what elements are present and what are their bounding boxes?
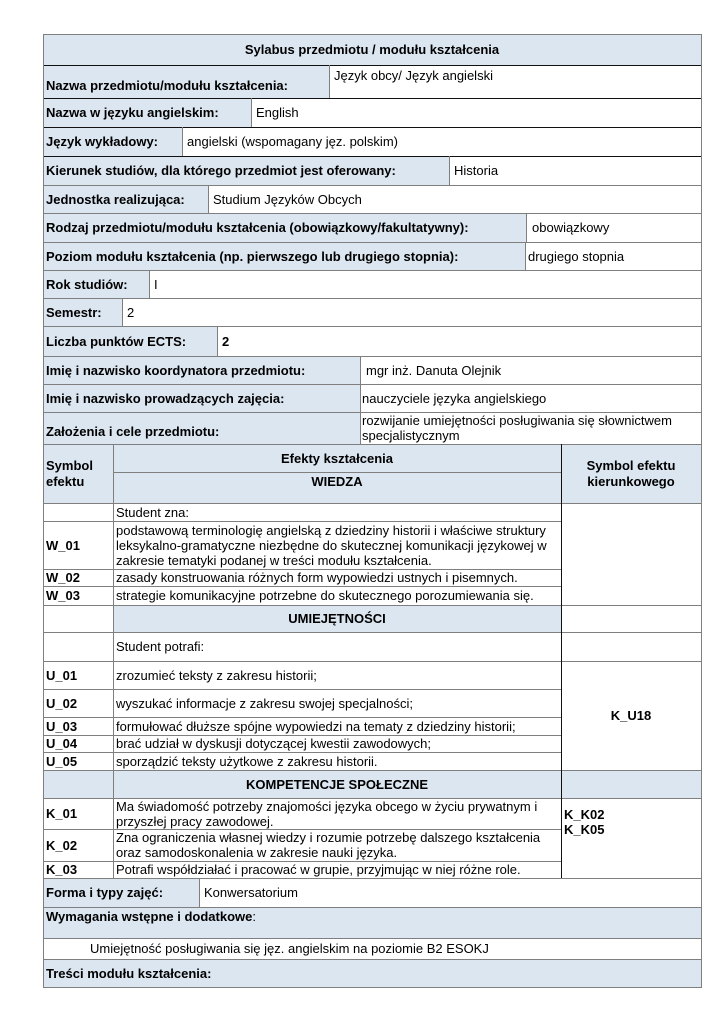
level-value: drugiego stopnia	[528, 248, 625, 264]
rule	[182, 127, 183, 156]
effect-symbol: W_01	[46, 537, 80, 553]
rule	[360, 356, 361, 444]
rule	[217, 326, 218, 356]
effects-symbol-header: Symbol efektu	[43, 444, 113, 503]
rule	[525, 242, 526, 270]
effect-symbol: U_03	[46, 718, 78, 734]
semester-label: Semestr:	[43, 298, 122, 326]
effect-text: podstawową terminologię angielską z dziedziny historii i właściwe struktury leksykalno-gramatyczne niezbędne do skutecznej komunikacji językowej w zakresie tematyki podanej w treści modułu kształcenia.	[116, 522, 547, 568]
effect-symbol: U_05	[46, 753, 78, 769]
effect-text: Ma świadomość potrzeby znajomości języka obcego w życiu prywatnym i przyszłej pracy zawodowej.	[116, 798, 538, 829]
rule	[43, 717, 561, 718]
rule	[43, 127, 701, 128]
effect-symbol: K_01	[46, 806, 78, 821]
effect-text: wyszukać informacje z zakresu swojej specjalności;	[116, 695, 413, 711]
rule	[43, 34, 44, 988]
effect-text: brać udział w dyskusji dotyczącej kwestii zawodowych;	[116, 736, 432, 751]
document-title: Sylabus przedmiotu / modułu kształcenia	[43, 34, 701, 65]
rule	[43, 770, 701, 771]
rule	[43, 735, 561, 736]
type-value: obowiązkowy	[532, 220, 610, 235]
effect-symbol: W_03	[46, 588, 80, 603]
rule	[43, 156, 701, 157]
rule	[122, 298, 123, 326]
effect-symbol: U_02	[46, 695, 78, 711]
skills-direction-symbol: K_U18	[610, 708, 652, 723]
rule	[449, 156, 450, 185]
effect-symbol: U_01	[46, 667, 78, 683]
rule	[43, 384, 701, 385]
teachers-label: Imię i nazwisko prowadzących zajęcia:	[43, 384, 360, 412]
year-label: Rok studiów:	[43, 270, 149, 298]
goals-label: Założenia i cele przedmiotu:	[43, 412, 360, 444]
ects-value: 2	[222, 333, 230, 349]
effects-header: Efekty kształcenia	[113, 444, 561, 472]
english-name-label: Nazwa w języku angielskim:	[43, 98, 251, 127]
rule	[43, 569, 561, 570]
effect-text: strategie komunikacyjne potrzebne do skutecznego porozumiewania się.	[116, 588, 534, 603]
rule	[43, 752, 561, 753]
effect-symbol: U_04	[46, 736, 78, 751]
rule	[43, 689, 561, 690]
rule	[113, 472, 561, 473]
requirements-colon: :	[252, 909, 256, 924]
rule	[701, 34, 702, 988]
rule	[43, 503, 701, 504]
rule	[43, 632, 701, 633]
social-heading: KOMPETENCJE SPOŁECZNE	[113, 770, 561, 798]
rule	[43, 185, 701, 186]
requirements-label: Wymagania wstępne i dodatkowe	[46, 909, 253, 924]
effect-text: formułować dłuższe spójne wypowiedzi na tematy z dziedziny historii;	[116, 718, 516, 734]
rule	[43, 798, 701, 799]
effect-text: zrozumieć teksty z zakresu historii;	[116, 667, 317, 683]
rule	[43, 861, 561, 862]
rule	[149, 270, 150, 298]
goals-value: rozwijanie umiejętności posługiwania się słownictwem specjalistycznym	[362, 413, 672, 443]
coordinator-label: Imię i nazwisko koordynatora przedmiotu:	[43, 356, 360, 384]
semester-value: 2	[127, 304, 135, 320]
type-label: Rodzaj przedmiotu/modułu kształcenia (obowiązkowy/fakultatywny):	[43, 213, 526, 242]
coordinator-value: mgr inż. Danuta Olejnik	[366, 362, 502, 378]
requirements-value: Umiejętność posługiwania się jęz. angielskim na poziomie B2 ESOKJ	[90, 941, 489, 956]
rule	[43, 326, 701, 327]
rule	[43, 213, 701, 214]
rule	[43, 270, 701, 271]
field-of-study-label: Kierunek studiów, dla którego przedmiot jest oferowany:	[43, 156, 449, 185]
effect-text: Potrafi współdziałać i pracować w grupie, przyjmując w niej różne role.	[116, 862, 521, 877]
requirements-label-row	[43, 907, 701, 938]
level-label: Poziom modułu kształcenia (np. pierwszego lub drugiego stopnia):	[43, 242, 525, 270]
unit-value: Studium Języków Obcych	[213, 191, 362, 207]
social-heading-symbol	[43, 770, 113, 798]
rule	[329, 65, 330, 98]
social-direction-symbols	[561, 798, 701, 878]
effect-symbol: K_03	[46, 862, 78, 877]
form-label: Forma i typy zajęć:	[43, 878, 199, 907]
rule	[208, 185, 209, 213]
rule	[43, 65, 701, 66]
rule	[43, 412, 701, 413]
skills-intro: Student potrafi:	[116, 639, 205, 654]
rule	[43, 938, 701, 939]
form-value: Konwersatorium	[204, 885, 298, 900]
effect-text: sporządzić teksty użytkowe z zakresu historii.	[116, 753, 378, 769]
rule	[43, 98, 701, 99]
direction-symbol-kk02: K_K02	[564, 807, 605, 822]
direction-symbol-kk05: K_K05	[564, 822, 605, 837]
rule	[43, 959, 701, 960]
rule	[43, 521, 561, 522]
ects-label: Liczba punktów ECTS:	[43, 326, 217, 356]
rule	[43, 444, 701, 445]
english-name-value: English	[256, 105, 299, 120]
direction-symbol-header: Symbol efektu kierunkowego	[561, 444, 701, 503]
course-name-value: Język obcy/ Język angielski	[334, 68, 493, 83]
language-label: Język wykładowy:	[43, 127, 182, 156]
knowledge-intro: Student zna:	[116, 504, 189, 520]
rule	[43, 298, 701, 299]
skills-heading: UMIEJĘTNOŚCI	[113, 605, 561, 632]
year-value: I	[154, 276, 158, 292]
rule	[199, 878, 200, 907]
knowledge-intro-symbol	[43, 503, 113, 521]
rule	[43, 34, 701, 35]
rule	[43, 878, 701, 879]
teachers-value: nauczyciele języka angielskiego	[362, 390, 547, 406]
rule	[43, 987, 701, 988]
contents-label: Treści modułu kształcenia:	[43, 959, 701, 987]
rule	[43, 242, 701, 243]
course-name-label: Nazwa przedmiotu/modułu kształcenia:	[43, 65, 329, 98]
rule	[43, 605, 701, 606]
effect-symbol: W_02	[46, 570, 80, 585]
rule	[43, 356, 701, 357]
rule	[561, 444, 562, 878]
language-value: angielski (wspomagany jęz. polskim)	[187, 134, 398, 149]
rule	[43, 661, 701, 662]
effect-symbol: K_02	[46, 837, 78, 853]
effect-text: zasady konstruowania różnych form wypowiedzi ustnych i pisemnych.	[116, 570, 518, 585]
rule	[113, 444, 114, 878]
rule	[43, 907, 701, 908]
rule	[43, 586, 561, 587]
effect-text: Zna ograniczenia własnej wiedzy i rozumie potrzebę dalszego kształcenia oraz samodoskonalenia w zakresie nauki języka.	[116, 830, 541, 860]
rule	[43, 829, 561, 830]
rule	[251, 98, 252, 127]
social-heading-direction	[561, 770, 701, 798]
field-of-study-value: Historia	[454, 163, 499, 178]
knowledge-heading: WIEDZA	[113, 472, 561, 503]
unit-label: Jednostka realizująca:	[43, 185, 208, 213]
rule	[526, 213, 527, 242]
